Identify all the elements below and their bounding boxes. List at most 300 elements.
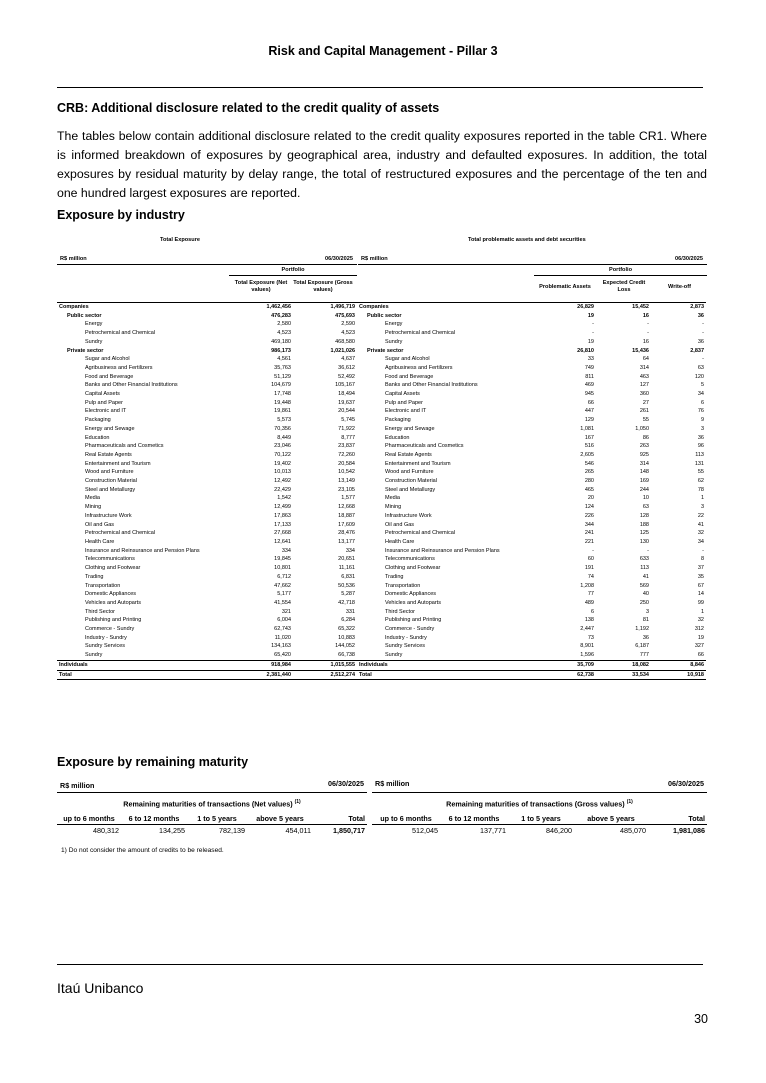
net-exposure-cell: 51,129 — [274, 373, 291, 380]
gross-exposure-cell: 475,693 — [335, 312, 355, 319]
problematic-assets-cell: 749 — [584, 364, 594, 371]
problematic-assets-cell: 73 — [587, 634, 594, 641]
row-label: Sundry — [85, 338, 103, 345]
row-label: Construction Material — [85, 478, 137, 485]
table-row — [57, 538, 706, 547]
maturity-value: 1,850,717 — [333, 826, 365, 836]
column-header: 1 to 5 years — [521, 814, 561, 824]
expected-credit-loss-cell: 3 — [645, 608, 649, 615]
problematic-assets-cell: 138 — [584, 617, 594, 624]
maturity-value: 134,255 — [159, 826, 185, 836]
row-label: Companies — [59, 304, 89, 310]
expected-credit-loss-cell: 15,452 — [632, 304, 649, 310]
table-row — [57, 355, 706, 364]
row-label: Third Sector — [85, 608, 115, 615]
net-exposure-cell: 4,523 — [277, 330, 291, 337]
gross-exposure-cell: 4,637 — [341, 356, 355, 363]
expected-credit-loss-cell: 15,436 — [632, 347, 649, 354]
write-off-cell: 55 — [697, 469, 704, 476]
expected-credit-loss-cell: 169 — [639, 478, 649, 485]
gross-exposure-cell: 1,021,026 — [330, 347, 355, 354]
expected-credit-loss-cell: 633 — [639, 556, 649, 563]
maturity-value: 1,981,086 — [673, 826, 705, 836]
row-label: Steel and Metallurgy — [85, 486, 136, 493]
problematic-assets-cell: 26,829 — [577, 304, 594, 310]
net-exposure-cell: 334 — [281, 547, 291, 554]
net-exposure-cell: 986,173 — [271, 347, 291, 354]
row-label: Real Estate Agents — [85, 451, 132, 458]
industry-title: Exposure by industry — [57, 208, 185, 222]
right-portfolio-rule — [534, 275, 707, 276]
problematic-assets-cell: 280 — [584, 478, 594, 485]
problematic-assets-cell: 811 — [585, 373, 594, 380]
net-exposure-cell: 476,283 — [271, 312, 291, 319]
write-off-cell: 63 — [697, 364, 704, 371]
problematic-assets-cell: 1,596 — [580, 652, 594, 659]
row-label: Total — [59, 671, 72, 678]
write-off-cell: 113 — [695, 451, 704, 458]
net-exposure-cell: 19,861 — [274, 408, 291, 415]
row-label-right: Health Care — [385, 538, 415, 545]
net-exposure-cell: 134,163 — [271, 643, 291, 650]
gross-exposure-cell: 23,837 — [338, 443, 355, 450]
row-label: Trading — [85, 573, 104, 580]
table-row — [57, 582, 706, 591]
problematic-assets-cell: - — [592, 547, 594, 554]
expected-credit-loss-cell: 10 — [642, 495, 649, 502]
row-label: Infrastructure Work — [85, 512, 132, 519]
expected-credit-loss-cell: 569 — [639, 582, 649, 589]
problematic-assets-cell: 19 — [587, 312, 594, 319]
expected-credit-loss-cell: 113 — [640, 565, 649, 572]
gross-exposure-cell: 2,590 — [341, 321, 355, 328]
row-label: Petrochemical and Chemical — [85, 530, 156, 537]
expected-credit-loss-cell: 63 — [642, 504, 649, 511]
row-label: Petrochemical and Chemical — [85, 330, 156, 337]
right-unit: R$ million — [361, 256, 388, 262]
mat-left-table — [57, 813, 367, 836]
write-off-cell: 19 — [697, 634, 704, 641]
column-header: 1 to 5 years — [197, 814, 237, 824]
table-row — [57, 312, 706, 321]
problematic-assets-cell: 1,081 — [580, 425, 594, 432]
row-label-right: Sugar and Alcohol — [385, 356, 430, 363]
column-header: above 5 years — [256, 814, 304, 824]
table-row — [57, 347, 706, 356]
net-exposure-cell: 47,662 — [274, 582, 291, 589]
expected-credit-loss-cell: - — [647, 330, 649, 337]
net-exposure-cell: 22,429 — [274, 486, 291, 493]
table-row — [57, 512, 706, 521]
row-label: Industry - Sundry — [85, 634, 127, 641]
row-label: Energy — [85, 321, 103, 328]
write-off-cell: 96 — [697, 443, 704, 450]
row-label: Agribusiness and Fertilizers — [85, 364, 153, 371]
problematic-assets-cell: 8,901 — [580, 643, 594, 650]
problematic-assets-cell: 469 — [584, 382, 594, 389]
net-exposure-cell: 17,748 — [274, 391, 291, 398]
write-off-cell: 99 — [697, 599, 704, 606]
problematic-assets-cell: 265 — [584, 469, 594, 476]
table-row — [57, 329, 706, 338]
write-off-cell: 312 — [694, 626, 704, 633]
gross-exposure-cell: 20,584 — [338, 460, 355, 467]
table-row — [57, 451, 706, 460]
row-label-right: Oil and Gas — [385, 521, 415, 528]
row-label-right: Domestic Appliances — [385, 591, 437, 598]
row-label: Vehicles and Autoparts — [85, 599, 141, 606]
row-label: Pulp and Paper — [85, 399, 123, 406]
right-portfolio: Portfolio — [609, 267, 632, 273]
row-label-right: Industry - Sundry — [385, 634, 427, 641]
problematic-assets-cell: 60 — [587, 556, 594, 563]
gross-exposure-cell: 334 — [345, 547, 355, 554]
row-label: Packaging — [85, 417, 111, 424]
table-row — [57, 407, 706, 416]
net-exposure-cell: 19,448 — [274, 399, 291, 406]
row-label: Insurance and Reinsurance and Pension Plans — [85, 547, 200, 554]
mat-left-date: 06/30/2025 — [328, 779, 364, 788]
gross-exposure-cell: 50,536 — [338, 582, 355, 589]
row-label: Electronic and IT — [85, 408, 127, 415]
table-row — [57, 373, 706, 382]
problematic-assets-cell: 226 — [584, 512, 594, 519]
gross-exposure-cell: 20,544 — [338, 408, 355, 415]
table-row — [57, 460, 706, 469]
net-exposure-cell: 23,046 — [274, 443, 291, 450]
table-row — [57, 494, 706, 503]
gross-exposure-cell: 12,668 — [338, 504, 355, 511]
net-exposure-cell: 12,499 — [274, 504, 291, 511]
row-label-right: Pharmaceuticals and Cosmetics — [385, 443, 464, 450]
gross-exposure-cell: 19,637 — [338, 399, 355, 406]
row-label: Media — [85, 495, 100, 502]
net-exposure-cell: 1,542 — [277, 495, 291, 502]
table-row — [57, 320, 706, 329]
expected-credit-loss-cell: - — [647, 321, 649, 328]
table-row — [57, 555, 706, 564]
gross-exposure-cell: 1,577 — [341, 495, 355, 502]
gross-exposure-cell: 10,542 — [338, 469, 355, 476]
left-col-net: Total Exposure (Net values) — [234, 280, 288, 293]
write-off-cell: 35 — [697, 573, 704, 580]
problematic-assets-cell: 1,208 — [580, 582, 594, 589]
net-exposure-cell: 65,420 — [274, 652, 291, 659]
table-row — [57, 590, 706, 599]
expected-credit-loss-cell: 36 — [642, 634, 649, 641]
row-label-right: Petrochemical and Chemical — [385, 530, 456, 537]
net-exposure-cell: 8,449 — [277, 434, 291, 441]
net-exposure-cell: 17,133 — [274, 521, 291, 528]
section-intro: The tables below contain additional disclosure related to the credit quality exposures reported in the table CR1. Where is informed breakdown of exposures by geographical area, industry and defaulted exposures. In addition, the total exposures by residual maturity by delay range, the total of restructured exposures and the percentage of the ten and one hundred largest exposures are reported. — [57, 129, 707, 200]
gross-exposure-cell: 8,777 — [341, 434, 355, 441]
net-exposure-cell: 1,462,456 — [266, 304, 291, 310]
left-unit: R$ million — [60, 256, 87, 262]
row-label-right: Steel and Metallurgy — [385, 486, 436, 493]
write-off-cell: 78 — [697, 486, 704, 493]
row-label: Energy and Sewage — [85, 425, 135, 432]
maturity-title: Exposure by remaining maturity — [57, 755, 249, 769]
expected-credit-loss-cell: 244 — [639, 486, 649, 493]
write-off-cell: 76 — [697, 408, 704, 415]
row-label: Wood and Furniture — [85, 469, 134, 476]
write-off-cell: 3 — [700, 504, 704, 511]
row-label-right: Sundry — [385, 338, 403, 345]
left-col-gross: Total Exposure (Gross values) — [293, 280, 353, 293]
industry-right-caption: Total problematic assets and debt securities — [468, 237, 586, 243]
row-label-right: Telecommunications — [385, 556, 435, 563]
problematic-assets-cell: 129 — [584, 417, 594, 424]
footer-rule — [57, 964, 703, 965]
gross-exposure-cell: 105,167 — [335, 382, 355, 389]
write-off-cell: 10,918 — [687, 671, 704, 678]
write-off-cell: 32 — [697, 617, 704, 624]
write-off-cell: 36 — [697, 312, 704, 319]
row-label-right: Trading — [385, 573, 404, 580]
problematic-assets-cell: 167 — [584, 434, 594, 441]
table-row — [57, 364, 706, 373]
expected-credit-loss-cell: 18,082 — [632, 661, 649, 668]
left-portfolio-rule — [229, 275, 357, 276]
expected-credit-loss-cell: 130 — [639, 538, 649, 545]
table-row — [57, 390, 706, 399]
write-off-cell: 5 — [700, 382, 704, 389]
gross-exposure-cell: 6,831 — [341, 573, 355, 580]
net-exposure-cell: 70,356 — [274, 425, 291, 432]
row-label-right: Wood and Furniture — [385, 469, 434, 476]
row-label: Banks and Other Financial Institutions — [85, 382, 178, 389]
mat-right-date: 06/30/2025 — [668, 779, 704, 788]
row-label-right: Infrastructure Work — [385, 512, 432, 519]
row-label: Pharmaceuticals and Cosmetics — [85, 443, 164, 450]
row-label: Entertainment and Tourism — [85, 460, 151, 467]
gross-exposure-cell: 2,512,274 — [330, 671, 355, 678]
table-row — [57, 625, 706, 634]
row-label: Sundry — [85, 652, 103, 659]
row-label: Telecommunications — [85, 556, 135, 563]
gross-exposure-cell: 13,177 — [338, 538, 355, 545]
gross-exposure-cell: 11,161 — [338, 565, 355, 572]
maturity-value: 782,139 — [219, 826, 245, 836]
page-number: 30 — [694, 1012, 708, 1026]
row-label: Mining — [85, 504, 102, 511]
problematic-assets-cell: 19 — [587, 338, 594, 345]
row-label-right: Agribusiness and Fertilizers — [385, 364, 453, 371]
row-label: Education — [85, 434, 110, 441]
problematic-assets-cell: 221 — [584, 538, 594, 545]
net-exposure-cell: 19,402 — [274, 460, 291, 467]
net-exposure-cell: 321 — [281, 608, 291, 615]
write-off-cell: 327 — [694, 643, 704, 650]
gross-exposure-cell: 23,105 — [338, 486, 355, 493]
maturity-value: 846,200 — [546, 826, 572, 836]
page-header-title: Risk and Capital Management - Pillar 3 — [268, 44, 498, 58]
net-exposure-cell: 12,641 — [274, 538, 291, 545]
row-label-right: Energy and Sewage — [385, 425, 435, 432]
row-label-right: Commerce - Sundry — [385, 626, 435, 633]
write-off-cell: - — [702, 547, 704, 554]
row-label-right: Public sector — [367, 312, 402, 319]
write-off-cell: - — [702, 321, 704, 328]
problematic-assets-cell: 447 — [584, 408, 594, 415]
gross-exposure-cell: 468,580 — [335, 338, 355, 345]
net-exposure-cell: 70,122 — [274, 451, 291, 458]
gross-exposure-cell: 72,260 — [338, 451, 355, 458]
net-exposure-cell: 6,712 — [277, 573, 291, 580]
expected-credit-loss-cell: 314 — [639, 460, 649, 467]
expected-credit-loss-cell: 314 — [639, 364, 649, 371]
expected-credit-loss-cell: 55 — [642, 417, 649, 424]
table-row — [57, 442, 706, 451]
row-label: Individuals — [59, 661, 88, 668]
column-header: above 5 years — [587, 814, 635, 824]
expected-credit-loss-cell: 1,050 — [635, 425, 649, 432]
row-label-right: Individuals — [359, 661, 388, 668]
row-label-right: Electronic and IT — [385, 408, 427, 415]
right-col-problematic: Problematic Assets — [539, 284, 591, 290]
row-label-right: Entertainment and Tourism — [385, 460, 451, 467]
mat-left-unit: R$ million — [60, 781, 95, 790]
problematic-assets-cell: 20 — [587, 495, 594, 502]
table-row — [57, 642, 706, 651]
industry-right-header — [358, 254, 707, 302]
gross-exposure-cell: 42,718 — [338, 599, 355, 606]
net-exposure-cell: 41,554 — [274, 599, 291, 606]
write-off-cell: 120 — [694, 373, 704, 380]
net-exposure-cell: 19,845 — [274, 556, 291, 563]
expected-credit-loss-cell: 148 — [639, 469, 649, 476]
gross-exposure-cell: 65,322 — [338, 626, 355, 633]
maturity-footnote: 1) Do not consider the amount of credits to be released. — [61, 847, 224, 854]
expected-credit-loss-cell: - — [647, 547, 649, 554]
expected-credit-loss-cell: 16 — [642, 312, 649, 319]
write-off-cell: 36 — [697, 338, 704, 345]
table-row — [57, 670, 706, 680]
table-row — [57, 416, 706, 425]
table-row — [57, 599, 706, 608]
write-off-cell: 2,873 — [690, 304, 704, 310]
row-label-right: Total — [359, 671, 372, 678]
write-off-cell: 1 — [700, 608, 704, 615]
row-label-right: Media — [385, 495, 400, 502]
problematic-assets-cell: 2,605 — [580, 451, 594, 458]
row-label: Food and Beverage — [85, 373, 134, 380]
problematic-assets-cell: 465 — [584, 486, 594, 493]
net-exposure-cell: 2,381,440 — [266, 671, 291, 678]
expected-credit-loss-cell: 128 — [639, 512, 649, 519]
write-off-cell: 3 — [700, 425, 704, 432]
mat-right-unit: R$ million — [375, 779, 410, 788]
write-off-cell: 67 — [697, 582, 704, 589]
gross-exposure-cell: 4,523 — [341, 330, 355, 337]
row-label: Capital Assets — [85, 391, 120, 398]
maturity-value: 137,771 — [480, 826, 506, 836]
table-row — [57, 477, 706, 486]
gross-exposure-cell: 18,494 — [338, 391, 355, 398]
expected-credit-loss-cell: 86 — [642, 434, 649, 441]
footer-company: Itaú Unibanco — [57, 980, 144, 996]
write-off-cell: 36 — [697, 434, 704, 441]
gross-exposure-cell: 5,287 — [341, 591, 355, 598]
table-row — [57, 608, 706, 617]
write-off-cell: 62 — [697, 478, 704, 485]
row-label: Health Care — [85, 538, 115, 545]
row-label: Sugar and Alcohol — [85, 356, 130, 363]
maturity-value: 485,070 — [620, 826, 646, 836]
left-header-rule — [57, 264, 357, 265]
gross-exposure-cell: 6,284 — [341, 617, 355, 624]
net-exposure-cell: 2,580 — [277, 321, 291, 328]
row-label-right: Publishing and Printing — [385, 617, 442, 624]
problematic-assets-cell: 35,709 — [577, 661, 594, 668]
left-date: 06/30/2025 — [325, 256, 353, 262]
gross-exposure-cell: 10,883 — [338, 634, 355, 641]
row-label-right: Mining — [385, 504, 402, 511]
write-off-cell: 37 — [697, 565, 704, 572]
right-date: 06/30/2025 — [675, 256, 703, 262]
problematic-assets-cell: 33 — [587, 356, 594, 363]
write-off-cell: 22 — [697, 512, 704, 519]
table-row — [57, 616, 706, 625]
row-label: Private sector — [67, 347, 104, 354]
table-row — [57, 651, 706, 660]
gross-exposure-cell: 20,651 — [338, 556, 355, 563]
expected-credit-loss-cell: 463 — [639, 373, 649, 380]
problematic-assets-cell: 62,738 — [577, 671, 594, 678]
table-row — [57, 303, 706, 312]
write-off-cell: 8,846 — [690, 661, 704, 668]
row-label: Domestic Appliances — [85, 591, 137, 598]
problematic-assets-cell: 77 — [587, 591, 594, 598]
gross-exposure-cell: 1,496,719 — [330, 304, 355, 310]
write-off-cell: 41 — [697, 521, 704, 528]
problematic-assets-cell: 546 — [584, 460, 594, 467]
row-label-right: Real Estate Agents — [385, 451, 432, 458]
mat-right-caption: Remaining maturities of transactions (Gross values) — [446, 799, 625, 809]
column-header: 6 to 12 months — [128, 814, 180, 824]
table-row — [57, 564, 706, 573]
problematic-assets-cell: 516 — [584, 443, 594, 450]
table-row — [57, 547, 706, 556]
expected-credit-loss-cell: 125 — [639, 530, 649, 537]
gross-exposure-cell: 17,609 — [338, 521, 355, 528]
table-row — [57, 503, 706, 512]
gross-exposure-cell: 18,887 — [338, 512, 355, 519]
industry-table — [57, 302, 706, 680]
net-exposure-cell: 6,004 — [277, 617, 291, 624]
row-label: Publishing and Printing — [85, 617, 142, 624]
maturity-value: 480,312 — [93, 826, 119, 836]
row-label-right: Energy — [385, 321, 403, 328]
industry-table-wrap — [57, 302, 706, 680]
industry-left-header — [57, 254, 357, 302]
write-off-cell: 34 — [697, 391, 704, 398]
table-row — [57, 521, 706, 530]
net-exposure-cell: 11,020 — [274, 634, 291, 641]
net-exposure-cell: 27,668 — [274, 530, 291, 537]
gross-exposure-cell: 66,738 — [338, 652, 355, 659]
row-label-right: Sundry — [385, 652, 403, 659]
gross-exposure-cell: 52,492 — [338, 373, 355, 380]
column-header: up to 6 months — [380, 814, 432, 824]
row-label: Commerce - Sundry — [85, 626, 135, 633]
table-row — [57, 425, 706, 434]
write-off-cell: - — [702, 330, 704, 337]
gross-exposure-cell: 36,612 — [338, 364, 355, 371]
problematic-assets-cell: 74 — [587, 573, 594, 580]
net-exposure-cell: 12,492 — [274, 478, 291, 485]
expected-credit-loss-cell: 81 — [642, 617, 649, 624]
